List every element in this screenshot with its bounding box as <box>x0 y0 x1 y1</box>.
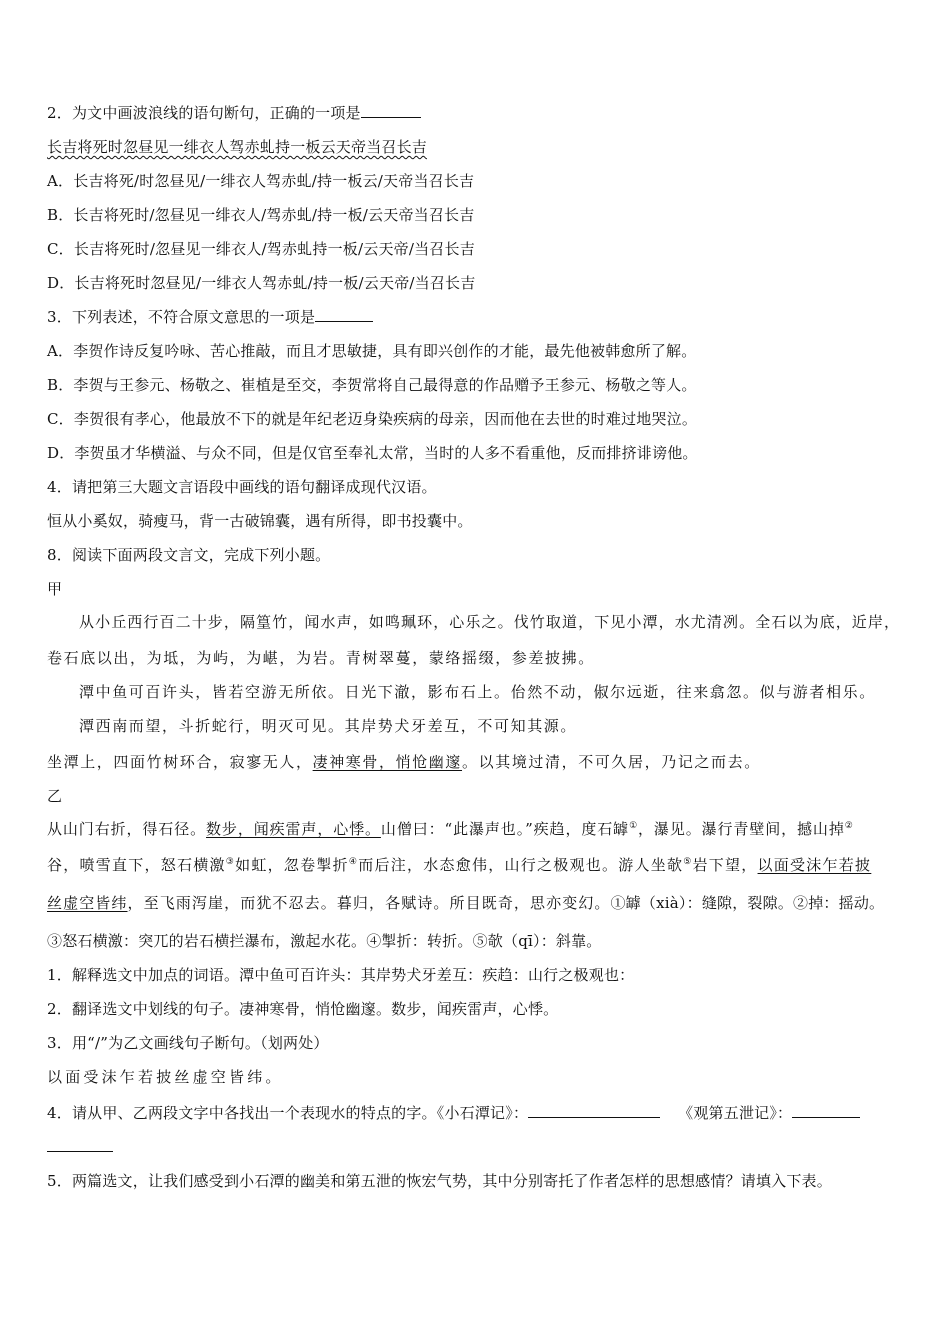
answer-blank <box>47 1137 113 1152</box>
sub-question-1: 1．解释选文中加点的词语。潭中鱼可百许头：其岸势犬牙差互：疾趋：山行之极观也： <box>47 966 635 984</box>
underlined-phrase: 数步，闻疾雷声，心悸。 <box>206 820 381 838</box>
q2-option-a: A．长吉将死/时忽昼见/一绯衣人驾赤虬/持一板云/天帝当召长吉 <box>47 172 475 190</box>
q2-option-d: D．长吉将死时忽昼见/一绯衣人驾赤虬/持一板/云天帝/当召长吉 <box>47 274 476 292</box>
jia-paragraph-1-line-2: 卷石底以出，为坻，为屿，为嵁，为岩。青树翠蔓，蒙络摇缀，参差披拂。 <box>47 649 595 667</box>
yi-label: 乙 <box>47 787 63 805</box>
yi-line-3: 丝虚空皆纬，至飞雨泻崖，而犹不忍去。暮归，各赋诗。所目既奇，思亦变幻。①罅（xià）：缝隙，裂隙。②掉：摇动。 <box>47 894 885 912</box>
yi-line-1: 从山门右折，得石径。数步，闻疾雷声，心悸。山僧曰：“此瀑声也。”疾趋，度石罅①，瀑见。瀑行青壁间，撼山掉② <box>47 820 854 838</box>
q8-intro: 8．阅读下面两段文言文，完成下列小题。 <box>47 546 331 564</box>
q3-option-b: B．李贺与王参元、杨敬之、崔植是至交，李贺常将自己最得意的作品赠予王参元、杨敬之等人。 <box>47 376 697 394</box>
q2-option-c: C．长吉将死时/忽昼见一绯衣人/驾赤虬持一板/云天帝/当召长吉 <box>47 240 475 258</box>
sub-question-3-sentence: 以面受沫乍若披丝虚空皆纬。 <box>47 1068 284 1086</box>
q2-option-b: B．长吉将死时/忽昼见一绯衣人/驾赤虬/持一板/云天帝当召长吉 <box>47 206 475 224</box>
sub-question-2: 2．翻译选文中划线的句子。凄神寒骨，悄怆幽邃。数步，闻疾雷声，心悸。 <box>47 1000 559 1018</box>
sub-question-3: 3．用“/”为乙文画线句子断句。（划两处） <box>47 1034 329 1052</box>
q3-option-a: A．李贺作诗反复吟咏、苦心推敲，而且才思敏捷，具有即兴创作的才能，最先他被韩愈所了解。 <box>47 342 697 360</box>
q2-sentence: 长吉将死时忽昼见一绯衣人驾赤虬持一板云天帝当召长吉 <box>47 138 428 156</box>
underlined-phrase: 凄神寒骨，悄怆幽邃 <box>312 753 463 771</box>
q4-sentence: 恒从小奚奴，骑瘦马，背一古破锦囊，遇有所得，即书投囊中。 <box>47 512 473 530</box>
q3-stem: 3．下列表述，不符合原文意思的一项是 <box>47 307 373 327</box>
yi-line-2: 谷，喷雪直下，怒石横激③如虹，忽卷掣折④而后注，水态愈伟，山行之极观也。游人坐欹⑤岩下望，以面受沫乍若披 <box>47 856 872 874</box>
underlined-phrase: 以面受沫乍若披 <box>757 856 872 874</box>
jia-paragraph-3: 潭西南而望，斗折蛇行，明灭可见。其岸势犬牙差互，不可知其源。 <box>79 717 578 735</box>
sub-question-5: 5．两篇选文，让我们感受到小石潭的幽美和第五泄的恢宏气势，其中分别寄托了作者怎样的思想感情？请填入下表。 <box>47 1172 832 1190</box>
sub-question-4-continuation <box>47 1137 113 1157</box>
answer-blank <box>528 1103 660 1118</box>
yi-notes: ③怒石横激：突兀的岩石横拦瀑布，激起水花。④掣折：转折。⑤欹（qī）：斜靠。 <box>47 932 602 950</box>
jia-paragraph-4: 坐潭上，四面竹树环合，寂寥无人，凄神寒骨，悄怆幽邃。以其境过清，不可久居，乃记之而去。 <box>47 753 761 771</box>
underlined-phrase: 丝虚空皆纬 <box>47 894 128 912</box>
q3-option-c: C．李贺很有孝心，他最放不下的就是年纪老迈身染疾病的母亲，因而他在去世的时难过地哭泣。 <box>47 410 698 428</box>
q4-stem: 4．请把第三大题文言语段中画线的语句翻译成现代汉语。 <box>47 478 437 496</box>
answer-blank <box>792 1103 860 1118</box>
q3-option-d: D．李贺虽才华横溢、与众不同，但是仅官至奉礼太常，当时的人多不看重他，反而排挤诽谤他。 <box>47 444 698 462</box>
sub-question-4: 4．请从甲、乙两段文字中各找出一个表现水的特点的字。《小石潭记》： 《观第五泄记》： <box>47 1103 860 1123</box>
q2-stem: 2．为文中画波浪线的语句断句，正确的一项是 <box>47 103 421 123</box>
answer-blank <box>361 103 421 118</box>
jia-label: 甲 <box>47 580 63 598</box>
jia-paragraph-2: 潭中鱼可百许头，皆若空游无所依。日光下澈，影布石上。佁然不动，俶尔远逝，往来翕忽。似与游者相乐。 <box>79 683 876 701</box>
jia-paragraph-1-line-1: 从小丘西行百二十步，隔篁竹，闻水声，如鸣珮环，心乐之。伐竹取道，下见小潭，水尤清冽。全石以为底，近岸， <box>79 613 901 631</box>
answer-blank <box>315 307 373 322</box>
